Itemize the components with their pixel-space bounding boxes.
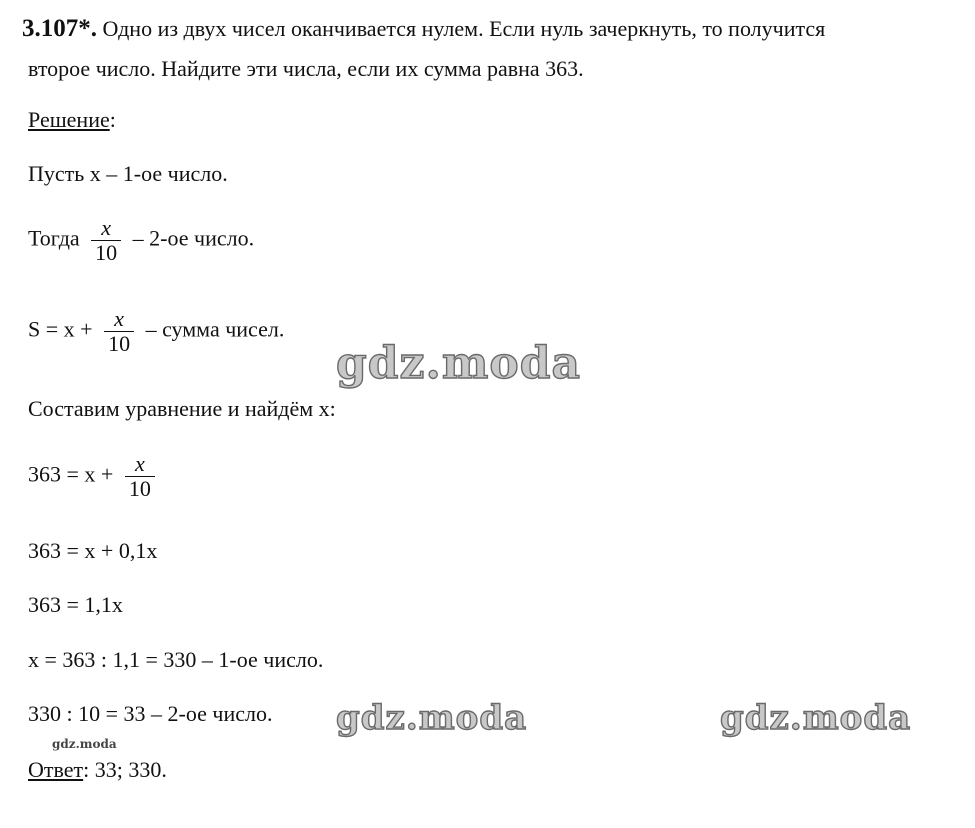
- problem-text-1: Одно из двух чисел оканчивается нулем. Если нуль зачеркнуть, то получится: [102, 16, 826, 41]
- fraction-denominator: 10: [108, 331, 131, 356]
- step-3-suffix: – сумма чисел.: [145, 316, 285, 342]
- step-2-suffix: – 2-ое число.: [132, 225, 255, 251]
- problem-line-2: [28, 56, 584, 82]
- solution-heading-label: Решение: [28, 107, 110, 132]
- answer-label: Ответ: [28, 757, 84, 782]
- fraction-numerator: x: [134, 451, 145, 476]
- solution-heading-colon: :: [109, 107, 116, 132]
- problem-line-1: [22, 16, 825, 42]
- problem-number: 3.107*.: [22, 15, 97, 42]
- fraction-x-over-10: [91, 216, 121, 265]
- fraction-numerator: x: [114, 306, 124, 331]
- answer-value: : 33; 330.: [83, 757, 167, 782]
- solution-heading: [28, 107, 116, 133]
- watermark-bottom-center: gdz.moda: [336, 698, 528, 738]
- fraction-numerator: x: [101, 215, 112, 240]
- watermark-small: gdz.moda: [52, 737, 117, 751]
- step-2-prefix: Тогда: [28, 225, 80, 251]
- answer: [28, 757, 167, 783]
- fraction-x-over-10: [125, 452, 155, 501]
- equation-2: 363 = x + 0,1x: [28, 538, 158, 563]
- watermark-main: gdz.moda: [336, 338, 582, 389]
- step-3-prefix: S = x +: [28, 316, 93, 342]
- equation-3: 363 = 1,1x: [28, 592, 123, 617]
- step-3: [28, 307, 284, 356]
- equation-1: [28, 452, 161, 501]
- problem-text-2: второе число. Найдите эти числа, если их сумма равна 363.: [28, 56, 584, 81]
- step-2: [28, 216, 254, 265]
- fraction-denominator: 10: [95, 240, 118, 265]
- equation-5: 330 : 10 = 33 – 2-ое число.: [28, 701, 273, 726]
- step-1: Пусть x – 1-ое число.: [28, 161, 228, 186]
- watermark-bottom-right: gdz.moda: [720, 698, 912, 738]
- equation-4: x = 363 : 1,1 = 330 – 1-ое число.: [28, 647, 324, 672]
- step-4: Составим уравнение и найдём x:: [28, 396, 336, 421]
- fraction-x-over-10: [104, 307, 134, 356]
- equation-1-prefix: 363 = x +: [28, 461, 114, 487]
- fraction-denominator: 10: [128, 476, 151, 501]
